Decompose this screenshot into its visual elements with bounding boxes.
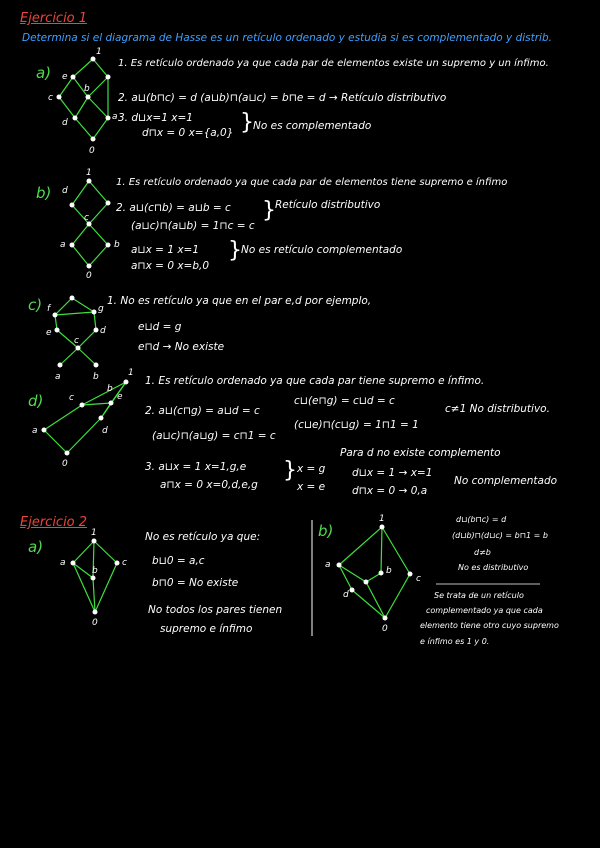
ex1d-node-1: 1 xyxy=(128,368,134,378)
ex1d-line-2: 2. a⊔(c⊓g) = a⊔d = c xyxy=(145,405,260,417)
exercise-1-title: Ejercicio 1 xyxy=(20,11,88,26)
ex1b-line-2: 2. a⊔(c⊓b) = a⊔b = c xyxy=(116,202,231,214)
ex1b-brace-1: } xyxy=(262,198,276,223)
ex1a-node-c: c xyxy=(48,93,53,103)
ex2b-note-3: d≠b xyxy=(474,548,491,557)
ex1a-node-d: d xyxy=(62,118,68,128)
instruction-text: Determina si el diagrama de Hasse es un retículo ordenado y estudia si es complementado y distrib. xyxy=(22,32,552,44)
hasse-2b xyxy=(337,525,413,621)
ex1d-node-d: d xyxy=(102,426,108,436)
ex2b-note-4: No es distributivo xyxy=(458,563,529,572)
ex1b-brace-2: } xyxy=(228,238,242,263)
ex1d-line-5: (c⊔e)⊓(c⊔g) = 1⊓1 = 1 xyxy=(294,419,419,431)
ex2b-node-d: d xyxy=(343,590,349,600)
ex2a-node-c: c xyxy=(122,558,127,568)
ex1d-line-11: Para d no existe complemento xyxy=(340,447,501,459)
ex1d-line-4: c⊔(e⊓g) = c⊔d = c xyxy=(294,395,395,407)
ex1d-node-c: c xyxy=(69,393,74,403)
ex2b-label: b) xyxy=(318,522,334,540)
ex1b-label: b) xyxy=(36,184,52,202)
ex1a-line-1: 1. Es retículo ordenado ya que cada par de elementos existe un supremo y un ínfimo. xyxy=(118,58,549,69)
ex1b-node-a: a xyxy=(60,240,66,250)
ex1b-node-1: 1 xyxy=(86,168,92,178)
ex1a-node-1: 1 xyxy=(96,47,102,57)
ex2a-node-1: 1 xyxy=(91,528,97,538)
hasse-1a xyxy=(57,57,111,142)
ex2b-node-a: a xyxy=(325,560,331,570)
ex2a-node-a: a xyxy=(60,558,66,568)
ex2a-line-1: No es retículo ya que: xyxy=(145,531,261,543)
ex1c-node-f: f xyxy=(47,304,51,314)
ex1d-label: d) xyxy=(28,392,44,410)
ex2a-line-2: b⊔0 = a,c xyxy=(152,555,205,567)
ex1c-node-b: b xyxy=(93,372,99,382)
ex1d-line-9: x = g xyxy=(297,463,326,475)
ex1b-line-1: 1. Es retículo ordenado ya que cada par de elementos tiene supremo e ínfimo xyxy=(116,177,508,188)
ex1c-node-e: e xyxy=(46,328,52,338)
ex1c-node-d: d xyxy=(100,326,106,336)
ex1c-node-c: c xyxy=(74,336,79,346)
ex2a-line-3: b⊓0 = No existe xyxy=(152,577,239,589)
ex2b-note-2: (d⊔b)⊓(d⊔c) = b⊓1 = b xyxy=(452,531,548,540)
ex2b-line-4: e ínfimo es 1 y 0. xyxy=(420,637,490,646)
hasse-1b xyxy=(70,179,111,269)
ex1b-line-5: a⊓x = 0 x=b,0 xyxy=(131,260,210,272)
ex1d-line-3: (a⊔c)⊓(a⊔g) = c⊓1 = c xyxy=(152,430,276,442)
ex1a-node-e: e xyxy=(62,72,68,82)
ex1a-line-2: 2. a⊔(b⊓c) = d (a⊔b)⊓(a⊔c) = b⊓e = d → Retículo distributivo xyxy=(118,92,447,104)
ex1d-line-12: d⊔x = 1 → x=1 xyxy=(352,467,433,479)
ex1c-node-g: g xyxy=(98,304,104,314)
hasse-1d xyxy=(42,380,129,456)
ex1d-brace: } xyxy=(283,458,297,483)
ex1b-side-1: Retículo distributivo xyxy=(275,199,381,211)
ex1a-side: No es complementado xyxy=(253,120,372,132)
ex1b-node-c: c xyxy=(84,213,89,223)
ex1c-line-2: e⊔d = g xyxy=(138,321,182,333)
ex2a-line-4: No todos los pares tienen xyxy=(148,604,283,616)
ex2a-node-b: b xyxy=(92,566,98,576)
ex1c-label: c) xyxy=(28,296,43,314)
ex1a-node-a: a xyxy=(112,112,118,122)
ex1b-node-b: b xyxy=(114,240,120,250)
ex1b-node-0: 0 xyxy=(86,271,92,281)
ex1a-line-3: 3. d⊔x=1 x=1 xyxy=(118,112,193,124)
ex1b-line-3: (a⊔c)⊓(a⊔b) = 1⊓c = c xyxy=(131,220,255,232)
ex1d-line-8: a⊓x = 0 x=0,d,e,g xyxy=(160,479,258,491)
ex2a-line-5: supremo e ínfimo xyxy=(160,623,253,635)
ex1d-node-a: a xyxy=(32,426,38,436)
ex2a-node-0: 0 xyxy=(92,618,98,628)
ex1d-line-1: 1. Es retículo ordenado ya que cada par tiene supremo e ínfimo. xyxy=(145,375,485,387)
ex2b-line-2: complementado ya que cada xyxy=(426,606,543,615)
hasse-1c xyxy=(53,296,99,368)
ex2b-note-1: d⊔(b⊓c) = d xyxy=(456,515,507,524)
ex1c-node-a: a xyxy=(55,372,61,382)
ex1d-node-0: 0 xyxy=(62,459,68,469)
ex2b-node-1: 1 xyxy=(379,514,385,524)
ex1b-line-4: a⊔x = 1 x=1 xyxy=(131,244,200,256)
ex1a-label: a) xyxy=(36,64,52,82)
ex1a-brace: } xyxy=(240,110,254,135)
ex2a-label: a) xyxy=(28,538,44,556)
ex2b-node-c: c xyxy=(416,574,421,584)
ex1d-line-13: d⊓x = 0 → 0,a xyxy=(352,485,428,497)
ex2b-node-0: 0 xyxy=(382,624,388,634)
ex2b-node-b: b xyxy=(386,566,392,576)
ex1d-line-10: x = e xyxy=(297,481,326,493)
ex1d-node-b: b xyxy=(107,384,113,394)
ex1a-line-4: d⊓x = 0 x={a,0} xyxy=(142,127,234,139)
ex1c-line-3: e⊓d → No existe xyxy=(138,341,225,353)
ex1b-node-d: d xyxy=(62,186,68,196)
ex1d-line-6: c≠1 No distributivo. xyxy=(445,403,550,415)
ex1c-line-1: 1. No es retículo ya que en el par e,d por ejemplo, xyxy=(107,295,372,307)
ex1d-node-e: e xyxy=(117,392,123,402)
ex1d-line-7: 3. a⊔x = 1 x=1,g,e xyxy=(145,461,247,473)
ex2b-line-1: Se trata de un retículo xyxy=(434,591,524,600)
ex1d-line-14: No complementado xyxy=(454,475,558,487)
exercise-2-title: Ejercicio 2 xyxy=(20,515,88,530)
ex1b-side-2: No es retículo complementado xyxy=(241,244,403,256)
ex2b-line-3: elemento tiene otro cuyo supremo xyxy=(420,621,559,630)
hasse-2a xyxy=(71,539,120,615)
ex1a-node-0: 0 xyxy=(89,146,95,156)
ex1a-node-b: b xyxy=(84,84,90,94)
